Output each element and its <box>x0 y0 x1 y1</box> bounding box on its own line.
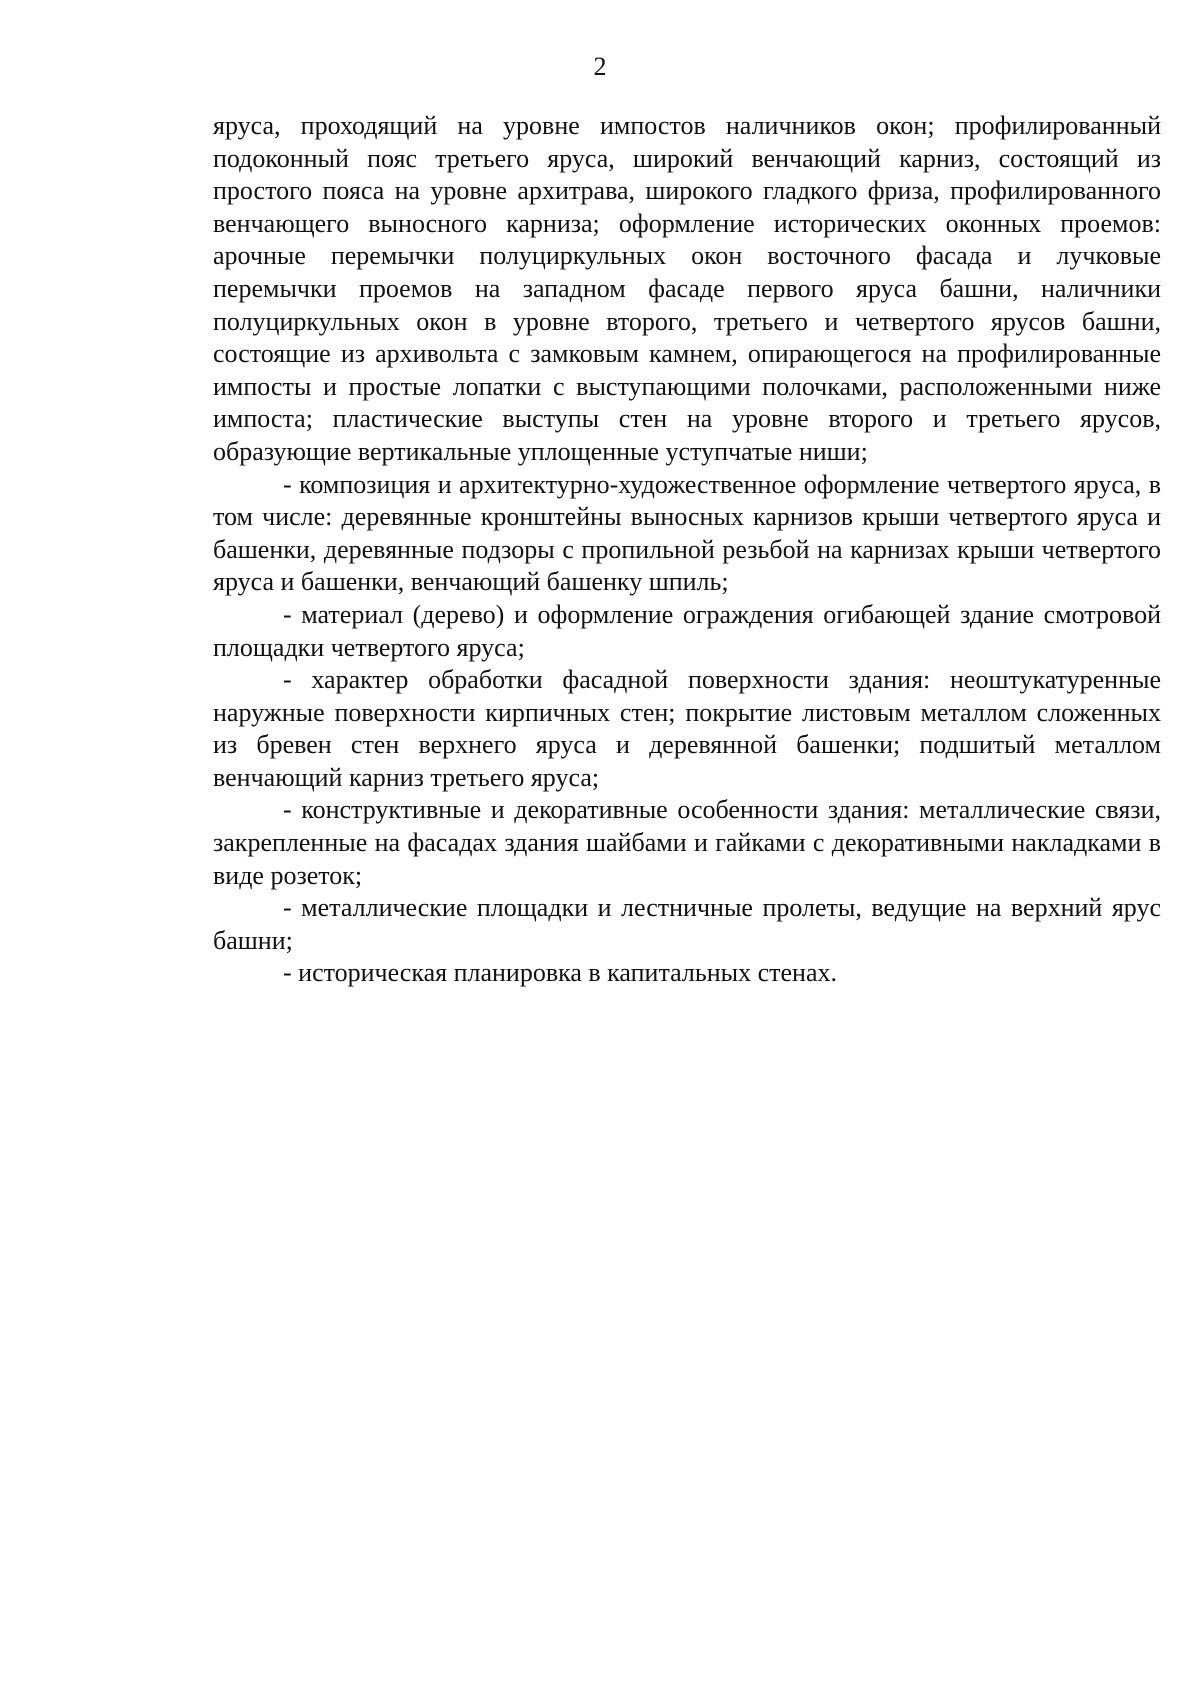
paragraph-continuation: яруса, проходящий на уровне импостов наличников окон; профилированный подоконный пояс третьего яруса, широкий венчающий карниз, состоящий из простого пояса на уровне архитрава, широкого гладкого фриза, профилированного венчающего выносного карниза; оформление исторических оконных проемов: арочные перемычки полуциркульных окон восточного фасада и лучковые перемычки проемов на западном фасаде первого яруса башни, наличники полуциркульных окон в уровне второго, третьего и четвертого ярусов башни, состоящие из архивольта с замковым камнем, опирающегося на профилированные импосты и простые лопатки с выступающими полочками, расположенными ниже импоста; пластические выступы стен на уровне второго и третьего ярусов, образующие вертикальные уплощенные уступчатые ниши; <box>213 111 1161 466</box>
paragraph-structural-features: - конструктивные и декоративные особенности здания: металлические связи, закрепленные на фасадах здания шайбами и гайками с декоративными накладками в виде розеток; <box>213 795 1161 890</box>
page-number: 2 <box>593 52 607 81</box>
paragraph-metal-platforms: - металлические площадки и лестничные пролеты, ведущие на верхний ярус башни; <box>213 893 1161 955</box>
document-body <box>213 110 1161 990</box>
paragraph-railing-material: - материал (дерево) и оформление ограждения огибающей здание смотровой площадки четвертого яруса; <box>213 599 1161 662</box>
paragraph-fourth-tier-composition: - композиция и архитектурно-художественное оформление четвертого яруса, в том числе: деревянные кронштейны выносных карнизов крыши четвертого яруса и башенки, деревянные подзоры с пропильной резьбой на карнизах крыши четвертого яруса и башенки, венчающий башенку шпиль; <box>213 469 1161 597</box>
paragraph-historic-layout: - историческая планировка в капитальных стенах. <box>283 958 837 988</box>
paragraph-facade-surface: - характер обработки фасадной поверхности здания: неоштукатуренные наружные поверхности кирпичных стен; покрытие листовым металлом сложенных из бревен стен верхнего яруса и деревянной башенки; подшитый металлом венчающий карниз третьего яруса; <box>213 665 1161 792</box>
